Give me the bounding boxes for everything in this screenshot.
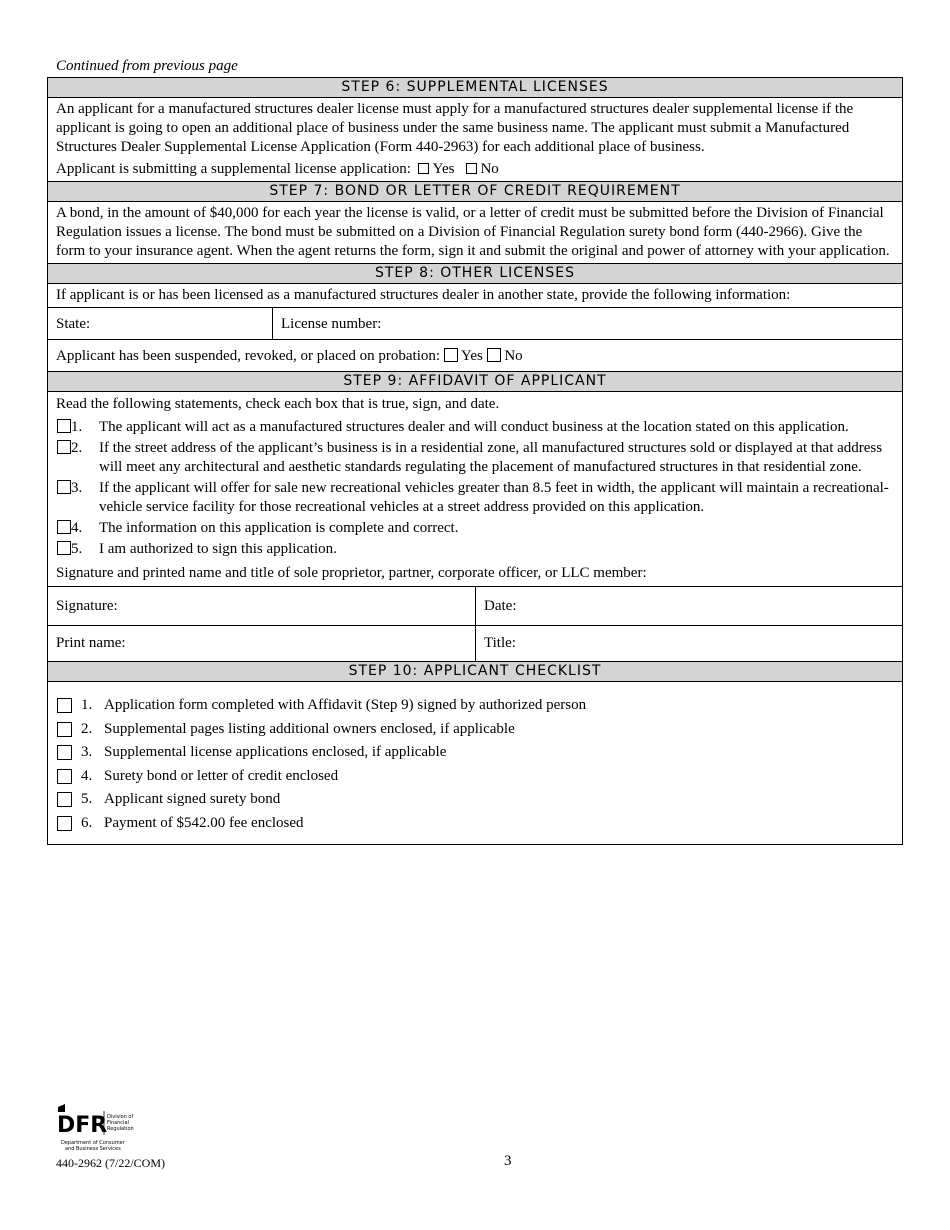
state-field[interactable] (48, 308, 273, 339)
checklist-number: 5. (81, 791, 93, 808)
checklist-checkbox[interactable] (57, 745, 72, 760)
affidavit-item (57, 439, 902, 477)
affidavit-checkbox[interactable] (57, 419, 71, 433)
affidavit-item (57, 418, 902, 437)
step8-suspended-row (48, 339, 902, 371)
step9-header: STEP 9: AFFIDAVIT OF APPLICANT (48, 371, 902, 392)
step10-header: STEP 10: APPLICANT CHECKLIST (48, 661, 902, 682)
license-number-label: License number: (281, 316, 382, 332)
title-label: Title: (484, 635, 516, 651)
svg-text:Financial: Financial (107, 1120, 129, 1126)
suspended-no-checkbox[interactable] (487, 348, 501, 362)
signature-intro: Signature and printed name and title of sole proprietor, partner, corporate officer, or LLC member: (56, 565, 647, 581)
affidavit-number: 3. (71, 480, 83, 496)
signature-field[interactable] (48, 587, 476, 625)
checklist-number: 6. (81, 814, 93, 831)
svg-text:DFR: DFR (57, 1113, 108, 1138)
checklist-item (48, 694, 902, 718)
step6-yes-label: Yes (432, 161, 455, 177)
affidavit-checkbox[interactable] (57, 480, 71, 494)
checklist-checkbox[interactable] (57, 792, 72, 807)
affidavit-number: 5. (71, 541, 83, 557)
suspended-yes-checkbox[interactable] (444, 348, 458, 362)
svg-text:Division of: Division of (107, 1114, 134, 1120)
print-name-field[interactable] (48, 626, 476, 661)
step8-header: STEP 8: OTHER LICENSES (48, 263, 902, 284)
affidavit-list (48, 418, 902, 559)
continued-note: Continued from previous page (56, 58, 238, 74)
step6-no-checkbox[interactable] (466, 163, 477, 174)
step6-yes-checkbox[interactable] (418, 163, 429, 174)
affidavit-checkbox[interactable] (57, 520, 71, 534)
step6-question-row (48, 159, 902, 181)
affidavit-checkbox[interactable] (57, 541, 71, 555)
checklist-item (48, 718, 902, 742)
step7-body: A bond, in the amount of $40,000 for each year the license is valid, or a letter of credit must be submitted before the Division of Financial Regulation issues a license. The bond must be submitted on a Division of Financial Regulation surety bond form (440-2966). Give the form to your insurance agent. When the agent returns the form, sign it and submit the original and power of attorney with your application. (56, 205, 890, 259)
suspended-no-label: No (504, 348, 523, 364)
dfr-logo (57, 1103, 167, 1153)
step6-body: An applicant for a manufactured structures dealer license must apply for a manufactured structures dealer supplemental license if the applicant is going to open an additional place of business under the same business name. The applicant must submit a Manufactured Structures Dealer Supplemental License Application (Form 440-2963) for each additional place of business. (56, 101, 854, 155)
title-field[interactable] (476, 626, 902, 661)
print-name-row (48, 625, 902, 661)
checklist-checkbox[interactable] (57, 698, 72, 713)
checklist-number: 3. (81, 744, 93, 761)
step6-no-label: No (480, 161, 499, 177)
date-field[interactable] (476, 587, 902, 625)
step7-header: STEP 7: BOND OR LETTER OF CREDIT REQUIREMENT (48, 181, 902, 202)
checklist-text: Payment of $542.00 fee enclosed (104, 814, 304, 831)
checklist-item (48, 812, 902, 836)
affidavit-number: 4. (71, 520, 83, 536)
affidavit-number: 1. (71, 419, 83, 435)
checklist-checkbox[interactable] (57, 816, 72, 831)
suspended-question: Applicant has been suspended, revoked, or placed on probation: (56, 348, 441, 364)
svg-text:Regulation: Regulation (107, 1126, 134, 1132)
checklist-item (48, 788, 902, 812)
checklist-number: 1. (81, 697, 93, 714)
checklist-text: Application form completed with Affidavit (Step 9) signed by authorized person (104, 697, 587, 714)
step8-license-row (48, 307, 902, 339)
affidavit-text: If the street address of the applicant’s business is in a residential zone, all manufactured structures sold or displayed at that address will meet any architectural and aesthetic standards regulating the placement of manufactured structures in that residential zone. (99, 440, 883, 475)
checklist-text: Supplemental pages listing additional owners enclosed, if applicable (104, 720, 515, 737)
print-name-label: Print name: (56, 635, 126, 651)
state-label: State: (56, 316, 91, 332)
signature-label: Signature: (56, 598, 118, 614)
svg-text:Department of Consumer: Department of Consumer (61, 1140, 125, 1146)
affidavit-item (57, 540, 902, 559)
checklist-checkbox[interactable] (57, 769, 72, 784)
svg-text:and Business Services: and Business Services (65, 1146, 121, 1152)
date-label: Date: (484, 598, 517, 614)
step9-intro: Read the following statements, check each box that is true, sign, and date. (56, 396, 500, 412)
affidavit-item (57, 519, 902, 538)
page-number: 3 (504, 1153, 512, 1169)
checklist-number: 4. (81, 767, 93, 784)
affidavit-checkbox[interactable] (57, 440, 71, 454)
checklist-checkbox[interactable] (57, 722, 72, 737)
step6-header: STEP 6: SUPPLEMENTAL LICENSES (48, 78, 902, 98)
application-form (47, 77, 903, 845)
affidavit-item (57, 479, 902, 517)
affidavit-text: The information on this application is complete and correct. (99, 520, 459, 536)
signature-row (48, 586, 902, 625)
checklist-text: Supplemental license applications enclosed, if applicable (104, 744, 447, 761)
license-number-field[interactable] (273, 308, 902, 339)
form-id: 440-2962 (7/22/COM) (56, 1156, 165, 1170)
checklist-text: Surety bond or letter of credit enclosed (104, 767, 339, 784)
checklist-item (48, 765, 902, 789)
checklist-item (48, 741, 902, 765)
step8-intro: If applicant is or has been licensed as a manufactured structures dealer in another state, provide the following information: (56, 287, 791, 303)
checklist (48, 682, 902, 844)
affidavit-number: 2. (71, 440, 83, 456)
affidavit-text: The applicant will act as a manufactured structures dealer and will conduct business at the location stated on this application. (99, 419, 849, 435)
checklist-text: Applicant signed surety bond (104, 791, 281, 808)
step6-question: Applicant is submitting a supplemental license application: (56, 161, 411, 177)
affidavit-text: I am authorized to sign this application. (99, 541, 337, 557)
suspended-yes-label: Yes (461, 348, 483, 364)
checklist-number: 2. (81, 720, 93, 737)
affidavit-text: If the applicant will offer for sale new recreational vehicles greater than 8.5 feet in width, the applicant will maintain a recreational-vehicle service facility for those recreational vehicles at a street address provided on this application. (99, 480, 889, 515)
